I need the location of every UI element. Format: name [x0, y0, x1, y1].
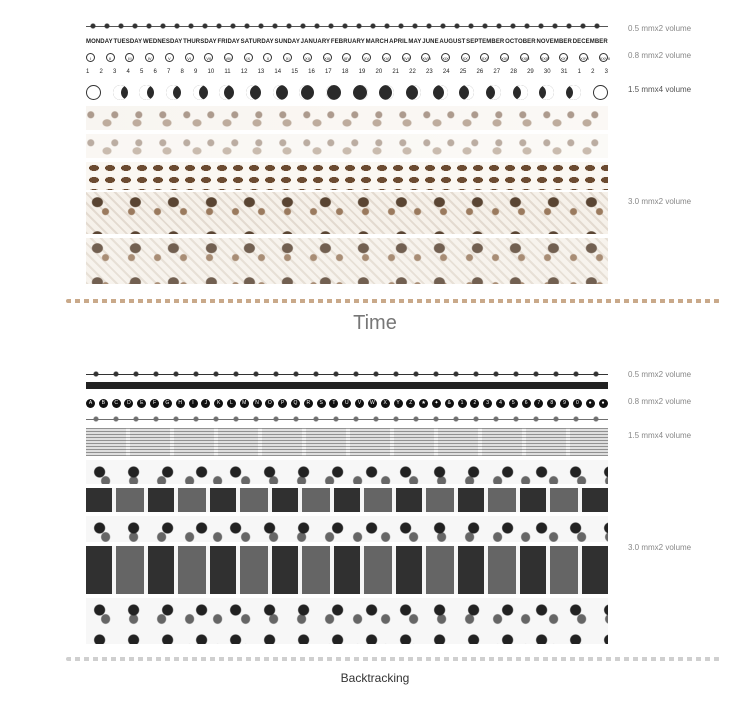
day-number: 31 [560, 68, 568, 75]
moon-phase-icon [433, 85, 448, 100]
alphabet-badge: T [329, 399, 338, 408]
roman-numeral-badge: II [106, 53, 115, 62]
time-title: Time [353, 312, 397, 334]
instrument-strip [86, 598, 608, 644]
weekday-label: APRIL [389, 39, 408, 45]
roman-numeral-badge: XVIII [421, 53, 430, 62]
day-number: 9 [194, 68, 198, 75]
day-number: 1 [577, 68, 581, 75]
alphabet-badge: E [137, 399, 146, 408]
weekday-label: FEBRUARY [330, 39, 365, 45]
weekday-label: FRIDAY [217, 39, 240, 45]
moon-phase-icon [593, 85, 608, 100]
roman-numeral-badge: VII [204, 53, 213, 62]
day-number: 29 [527, 68, 534, 75]
moon-phase-icon [86, 85, 101, 100]
moon-phase-icon [219, 85, 234, 100]
alphabet-badge: I [189, 399, 198, 408]
weekday-label: SUNDAY [274, 39, 300, 45]
backtracking-label-row4: 3.0 mmx2 volume [628, 543, 692, 552]
alphabet-badge: P [278, 399, 287, 408]
time-label-row2: 0.8 mmx2 volume [628, 51, 692, 60]
roman-numeral-badge: XXIII [520, 53, 529, 62]
day-number: 23 [426, 68, 433, 75]
time-label-row3: 1.5 mmx4 volume [628, 85, 692, 94]
alphabet-badge: B [99, 399, 108, 408]
roman-row [86, 51, 608, 63]
roman-numeral-badge: XXII [500, 53, 509, 62]
weekday-label: TUESDAY [113, 39, 143, 45]
roman-numeral-badge: IV [145, 53, 154, 62]
alphabet-badge: O [265, 399, 274, 408]
alphabet-badge: ● [586, 399, 595, 408]
time-label-row1: 0.5 mmx2 volume [628, 24, 692, 33]
backtracking-divider [66, 657, 720, 661]
alphabet-badge: Y [394, 399, 403, 408]
time-divider [66, 299, 720, 303]
roman-numeral-badge: III [125, 53, 134, 62]
day-number: 2 [99, 68, 103, 75]
moon-phase-icon [246, 85, 261, 100]
day-number: 27 [493, 68, 501, 75]
alphabet-row [86, 397, 608, 409]
roman-numeral-badge: XXIV [540, 53, 549, 62]
day-number: 4 [126, 68, 130, 75]
backtracking-label-row3: 1.5 mmx4 volume [628, 431, 692, 440]
moon-phase-icon [566, 85, 581, 100]
moon-phase-icon [299, 85, 314, 100]
roman-numeral-badge: X [263, 53, 272, 62]
alphabet-badge: V [355, 399, 364, 408]
weekday-label: SATURDAY [240, 39, 274, 45]
day-number: 17 [324, 68, 332, 75]
dark-band-strip [86, 382, 608, 389]
moon-phase-icon [379, 85, 394, 100]
day-number: 1 [86, 68, 90, 75]
weekday-strip [86, 37, 608, 47]
day-number: 21 [392, 68, 400, 75]
alphabet-badge: K [214, 399, 223, 408]
day-number: 2 [591, 68, 595, 75]
day-number: 22 [409, 68, 416, 75]
alphabet-badge: 4 [496, 399, 505, 408]
alphabet-badge: 7 [534, 399, 543, 408]
alphabet-badge: F [150, 399, 159, 408]
day-number: 6 [153, 68, 157, 75]
number-row [86, 66, 608, 77]
roman-numeral-badge: XIV [342, 53, 351, 62]
alphabet-badge: & [445, 399, 454, 408]
newspaper-strip [86, 428, 608, 456]
weekday-label: SEPTEMBER [466, 39, 505, 45]
alphabet-badge: N [253, 399, 262, 408]
roman-numeral-badge: XV [362, 53, 371, 62]
alphabet-badge: M [240, 399, 249, 408]
moon-phase-icon [486, 85, 501, 100]
backtracking-label-row1: 0.5 mmx2 volume [628, 370, 692, 379]
weekday-label: MARCH [365, 39, 389, 45]
weekday-label: MAY [408, 39, 422, 45]
alphabet-badge: ● [599, 399, 608, 408]
number-strip [86, 66, 608, 77]
moon-phase-icon [406, 85, 421, 100]
alphabet-badge: 9 [560, 399, 569, 408]
clock-checkbox-strip [86, 134, 608, 158]
day-number: 3 [113, 68, 117, 75]
alphabet-strip [86, 397, 608, 409]
alphabet-badge: D [124, 399, 133, 408]
alphabet-badge: 1 [458, 399, 467, 408]
botanical-strip [86, 192, 608, 234]
alphabet-badge: Q [291, 399, 300, 408]
roman-numeral-strip [86, 51, 608, 63]
backtracking-ornament-strip [86, 370, 608, 378]
weekday-label: THURSDAY [183, 39, 217, 45]
alphabet-badge: 8 [547, 399, 556, 408]
roman-numeral-badge: V [165, 53, 174, 62]
alphabet-badge: 0 [573, 399, 582, 408]
day-number: 30 [543, 68, 551, 75]
alphabet-badge: G [163, 399, 172, 408]
day-number: 28 [510, 68, 517, 75]
day-number: 15 [291, 68, 298, 75]
weekday-label: OCTOBER [505, 39, 536, 45]
roman-numeral-badge: XX [461, 53, 470, 62]
roman-numeral-badge: XXVI [579, 53, 588, 62]
weekday-label: MONDAY [86, 39, 113, 45]
alphabet-badge: J [201, 399, 210, 408]
day-number: 14 [274, 68, 282, 75]
day-number: 25 [459, 68, 467, 75]
day-number: 12 [240, 68, 248, 75]
roman-numeral-badge: XIII [323, 53, 332, 62]
alphabet-badge: 6 [522, 399, 531, 408]
roman-numeral-badge: XVI [382, 53, 391, 62]
alphabet-badge: A [86, 399, 95, 408]
day-number: 11 [224, 68, 231, 75]
alphabet-badge: L [227, 399, 236, 408]
moon-phase-icon [139, 85, 154, 100]
roman-numeral-badge: VI [185, 53, 194, 62]
moon-phase-icon [193, 85, 208, 100]
moon-phase-icon [113, 85, 128, 100]
weekday-label: JUNE [422, 39, 439, 45]
alphabet-badge: ★ [419, 399, 428, 408]
alphabet-badge: 5 [509, 399, 518, 408]
weekday-label: NOVEMBER [536, 39, 572, 45]
alphabet-badge: Z [406, 399, 415, 408]
roman-numeral-badge: VIII [224, 53, 233, 62]
day-number: 5 [140, 68, 144, 75]
moon-phase-icon [166, 85, 181, 100]
alphabet-badge: X [381, 399, 390, 408]
alphabet-badge: 3 [483, 399, 492, 408]
alphabet-badge: U [342, 399, 351, 408]
alphabet-badge: H [176, 399, 185, 408]
second-ornament-strip [86, 415, 608, 423]
alphabet-badge: C [112, 399, 121, 408]
day-number: 20 [375, 68, 383, 75]
day-number: 13 [257, 68, 265, 75]
time-label-row4: 3.0 mmx2 volume [628, 197, 692, 206]
moon-phase-icon [273, 85, 288, 100]
roman-numeral-badge: XXI [480, 53, 489, 62]
weekday-label: AUGUST [439, 39, 466, 45]
day-number: 26 [476, 68, 484, 75]
moon-phase-icon [539, 85, 554, 100]
backtracking-title: Backtracking [340, 671, 410, 685]
alphabet-badge: W [368, 399, 377, 408]
day-number: 7 [167, 68, 171, 75]
weekday-label: JANUARY [300, 39, 331, 45]
day-number: 16 [308, 68, 315, 75]
day-number: 24 [442, 68, 450, 75]
weekday-label: DECEMBER [572, 39, 608, 45]
roman-numeral-badge: I [86, 53, 95, 62]
poster-strip [86, 546, 608, 594]
vintage-object-strip [86, 238, 608, 284]
vintage-sketch-strip [86, 106, 608, 130]
moon-phase-icon [353, 85, 368, 100]
moon-phase-icon [459, 85, 474, 100]
moon-phase-strip [86, 82, 608, 102]
alphabet-badge: ✦ [432, 399, 441, 408]
weekday-row [86, 37, 608, 47]
day-number: 19 [358, 68, 366, 75]
time-ornament-strip [86, 22, 608, 30]
alphabet-badge: S [317, 399, 326, 408]
weekday-label: WEDNESDAY [143, 39, 183, 45]
roman-numeral-badge: XII [303, 53, 312, 62]
moon-phase-icon [513, 85, 528, 100]
watch-strip [86, 516, 608, 542]
day-number: 8 [180, 68, 184, 75]
roman-numeral-badge: XVII [402, 53, 411, 62]
moon-row [86, 82, 608, 102]
coffee-bean-strip [86, 162, 608, 190]
gadget-strip [86, 460, 608, 484]
moon-phase-icon [326, 85, 341, 100]
roman-numeral-badge: XIX [441, 53, 450, 62]
day-number: 10 [207, 68, 215, 75]
roman-numeral-badge: IX [244, 53, 253, 62]
roman-numeral-badge: XXV [559, 53, 568, 62]
day-number: 18 [341, 68, 349, 75]
backtracking-label-row2: 0.8 mmx2 volume [628, 397, 692, 406]
roman-numeral-badge: XI [283, 53, 292, 62]
alphabet-badge: R [304, 399, 313, 408]
alphabet-badge: 2 [470, 399, 479, 408]
day-number: 3 [604, 68, 608, 75]
advertisement-strip [86, 488, 608, 512]
roman-numeral-badge: XXVII [599, 53, 608, 62]
